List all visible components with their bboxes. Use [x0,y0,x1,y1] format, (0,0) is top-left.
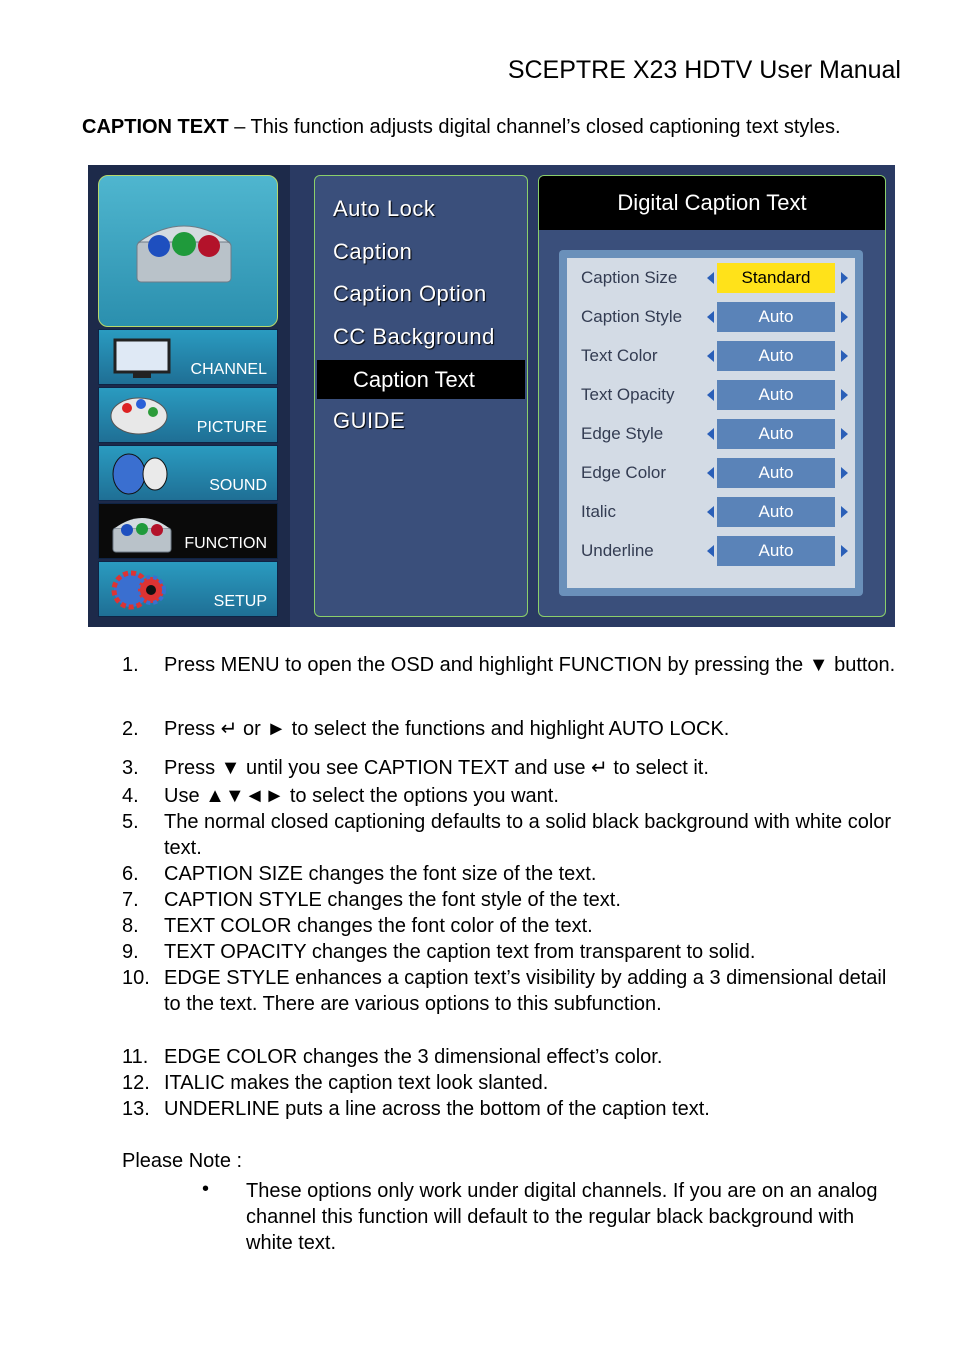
bullet-icon: • [202,1178,210,1200]
step-text: TEXT OPACITY changes the caption text from transparent to solid. [164,941,756,963]
setting-label: Edge Color [581,463,667,482]
digital-caption-text-panel [538,175,886,617]
arrow-right-icon[interactable] [841,506,848,518]
arrow-left-icon[interactable] [707,389,714,401]
setting-value[interactable]: Auto [717,341,835,371]
osd-category-panel [88,165,290,627]
step-text: EDGE COLOR changes the 3 dimensional effect’s color. [164,1046,663,1068]
arrow-left-icon[interactable] [707,428,714,440]
arrow-right-icon[interactable] [841,467,848,479]
setting-label: Text Opacity [581,385,675,404]
step-text: Press ↵ or ► to select the functions and highlight AUTO LOCK. [164,718,730,740]
arrow-left-icon[interactable] [707,467,714,479]
step-number: 3. [122,757,139,779]
osd-screenshot [88,165,895,627]
arrow-right-icon[interactable] [841,350,848,362]
arrow-right-icon[interactable] [841,545,848,557]
function-menu-panel [314,175,528,617]
setting-label: Text Color [581,346,658,365]
nav-item-label: PICTURE [196,419,267,436]
tv-icon [107,336,177,380]
setting-label: Edge Style [581,424,664,443]
step-text: CAPTION STYLE changes the font style of the text. [164,889,621,911]
menu-item-label: Caption Text [353,367,475,392]
step-text: Use ▲▼◄► to select the options you want. [164,785,559,807]
note-label: Please Note : [122,1150,243,1172]
speaker-icon [107,452,177,496]
menu-item-caption-option[interactable]: Caption Option [333,281,487,306]
nav-item-label: SETUP [213,593,267,610]
step-text: The normal closed captioning defaults to a solid black background with white color text. [164,811,892,859]
panel-title: Digital Caption Text [539,176,885,230]
setting-value[interactable]: Auto [717,380,835,410]
step-number: 6. [122,863,139,885]
step-number: 9. [122,941,139,963]
arrow-left-icon[interactable] [707,545,714,557]
page-header-title: SCEPTRE X23 HDTV User Manual [507,56,901,84]
arrow-left-icon[interactable] [707,350,714,362]
nav-item-setup[interactable] [98,561,278,617]
nav-item-channel[interactable] [98,329,278,385]
menu-item-cc-background[interactable]: CC Background [333,324,495,349]
setting-label: Italic [581,502,616,521]
menu-item-caption-text[interactable] [317,360,525,399]
menu-item-auto-lock[interactable]: Auto Lock [333,196,436,221]
intro-term: CAPTION TEXT [82,116,229,138]
arrow-left-icon[interactable] [707,311,714,323]
paint-palette-icon [107,394,177,438]
arrow-right-icon[interactable] [841,311,848,323]
nav-item-function[interactable] [98,503,278,559]
nav-item-label: SOUND [209,477,267,494]
gear-icon [107,568,177,612]
setting-label: Caption Size [581,268,678,287]
step-text: TEXT COLOR changes the font color of the text. [164,915,593,937]
step-number: 8. [122,915,139,937]
nav-item-label: CHANNEL [190,361,267,378]
settings-list [567,258,855,588]
setting-value[interactable]: Auto [717,302,835,332]
setting-value[interactable]: Auto [717,419,835,449]
setting-label: Caption Style [581,307,683,326]
arrow-left-icon[interactable] [707,272,714,284]
arrow-right-icon[interactable] [841,428,848,440]
step-number: 4. [122,785,139,807]
step-text: Press MENU to open the OSD and highlight FUNCTION by pressing the ▼ button. [164,654,896,676]
step-text: Press ▼ until you see CAPTION TEXT and use ↵ to select it. [164,757,709,779]
step-number: 12. [122,1072,150,1094]
nav-item-picture[interactable] [98,387,278,443]
setting-label: Underline [581,541,654,560]
treasure-chest-icon [107,510,177,554]
step-number: 1. [122,654,139,676]
step-number: 11. [122,1046,149,1068]
intro-paragraph [82,114,892,140]
step-number: 10. [122,967,150,989]
nav-item-sound[interactable] [98,445,278,501]
step-text: UNDERLINE puts a line across the bottom of the caption text. [164,1098,710,1120]
intro-text: – This function adjusts digital channel’s closed captioning text styles. [228,116,841,138]
menu-item-caption[interactable]: Caption [333,239,413,264]
arrow-right-icon[interactable] [841,272,848,284]
function-hero-image [98,175,278,327]
setting-value[interactable]: Auto [717,536,835,566]
setting-value[interactable]: Standard [717,263,835,293]
menu-item-guide[interactable]: GUIDE [333,408,406,433]
treasure-chest-icon [129,214,239,286]
settings-box [559,250,863,596]
step-number: 5. [122,811,139,833]
step-number: 13. [122,1098,150,1120]
setting-value[interactable]: Auto [717,497,835,527]
step-text: CAPTION SIZE changes the font size of the text. [164,863,597,885]
step-text: ITALIC makes the caption text look slanted. [164,1072,549,1094]
arrow-right-icon[interactable] [841,389,848,401]
step-number: 7. [122,889,139,911]
step-text: EDGE STYLE enhances a caption text’s visibility by adding a 3 dimensional detail to the text. There are various options to this subfunction. [164,967,887,1015]
nav-item-label: FUNCTION [184,535,267,552]
arrow-left-icon[interactable] [707,506,714,518]
setting-value[interactable]: Auto [717,458,835,488]
note-text: These options only work under digital channels. If you are on an analog channel this function will default to the regular black background with white text. [246,1180,878,1254]
step-number: 2. [122,718,139,740]
